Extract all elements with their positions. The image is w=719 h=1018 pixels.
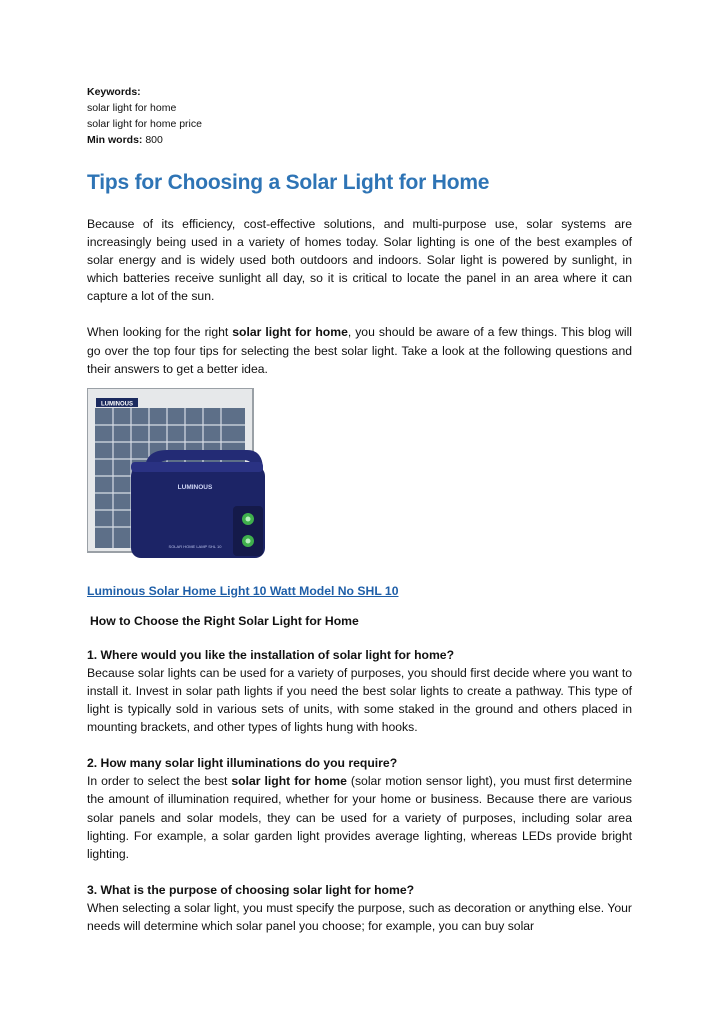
panel-brand-label: LUMINOUS — [101, 401, 133, 408]
product-image — [87, 388, 623, 562]
question-heading: 1. Where would you like the installation of solar light for home? — [87, 647, 455, 662]
image-caption — [87, 582, 632, 600]
section-subheading: How to Choose the Right Solar Light for Home — [90, 613, 359, 628]
section-2 — [87, 754, 632, 863]
product-link[interactable]: Luminous Solar Home Light 10 Watt Model No SHL 10 — [87, 583, 399, 598]
section-3 — [87, 881, 632, 935]
keyword-item: solar light for home price — [87, 118, 202, 130]
intro-paragraph-2: When looking for the right solar light for home, you should be aware of a few things. This blog will go over the top four tips for selecting the best solar light. Take a look at the following questions and their answers to get a better idea. — [87, 325, 632, 376]
unit-model-label: SOLAR HOME LAMP SHL 10 — [168, 543, 222, 549]
answer-paragraph: In order to select the best solar light for home (solar motion sensor light), you must first determine the amount of illumination required, whether for your home or business. Because there are various solar panels and solar models, they can be used for a variety of purposes, including solar area lighting. For example, a solar garden light provides average lighting, whereas LEDs provide bright lighting. — [87, 774, 632, 861]
answer-paragraph: When selecting a solar light, you must specify the purpose, such as decoration or anything else. Your needs will determine which solar panel you choose; for example, you can buy solar — [87, 900, 632, 933]
answer-paragraph: Because solar lights can be used for a variety of purposes, you should first decide where you want to install it. Invest in solar path lights if you need the best solar lights to create a pathway. This type of light is typically sold in various sets of units, with some staked in the ground and others placed in mounting brackets, and other types of lights hung with hooks. — [87, 665, 632, 735]
section-1 — [87, 646, 632, 736]
unit-brand-label: LUMINOUS — [177, 483, 213, 491]
min-words-value: 800 — [145, 134, 163, 146]
keywords-label: Keywords: — [87, 86, 141, 98]
keyword-highlight: solar light for home — [231, 774, 347, 789]
keyword-item: solar light for home — [87, 102, 177, 114]
question-heading: 3. What is the purpose of choosing solar light for home? — [87, 882, 415, 897]
keyword-highlight: solar light for home — [232, 325, 348, 340]
intro-paragraph-1: Because of its efficiency, cost-effective solutions, and multi-purpose use, solar systems are increasingly being used in a variety of homes today. Solar lighting is one of the best examples of solar energy and is widely used both outdoors and indoors. Solar light is powered by sunlight, in which batteries receive sunlight all day, so it is critical to locate the panel in an area where it can capture a lot of the sun. — [87, 217, 632, 304]
page-title: Tips for Choosing a Solar Light for Home — [87, 171, 490, 194]
document-page — [87, 84, 632, 935]
keywords-block — [87, 84, 632, 148]
min-words-label: Min words: — [87, 134, 143, 146]
question-heading: 2. How many solar light illuminations do you require? — [87, 756, 398, 771]
